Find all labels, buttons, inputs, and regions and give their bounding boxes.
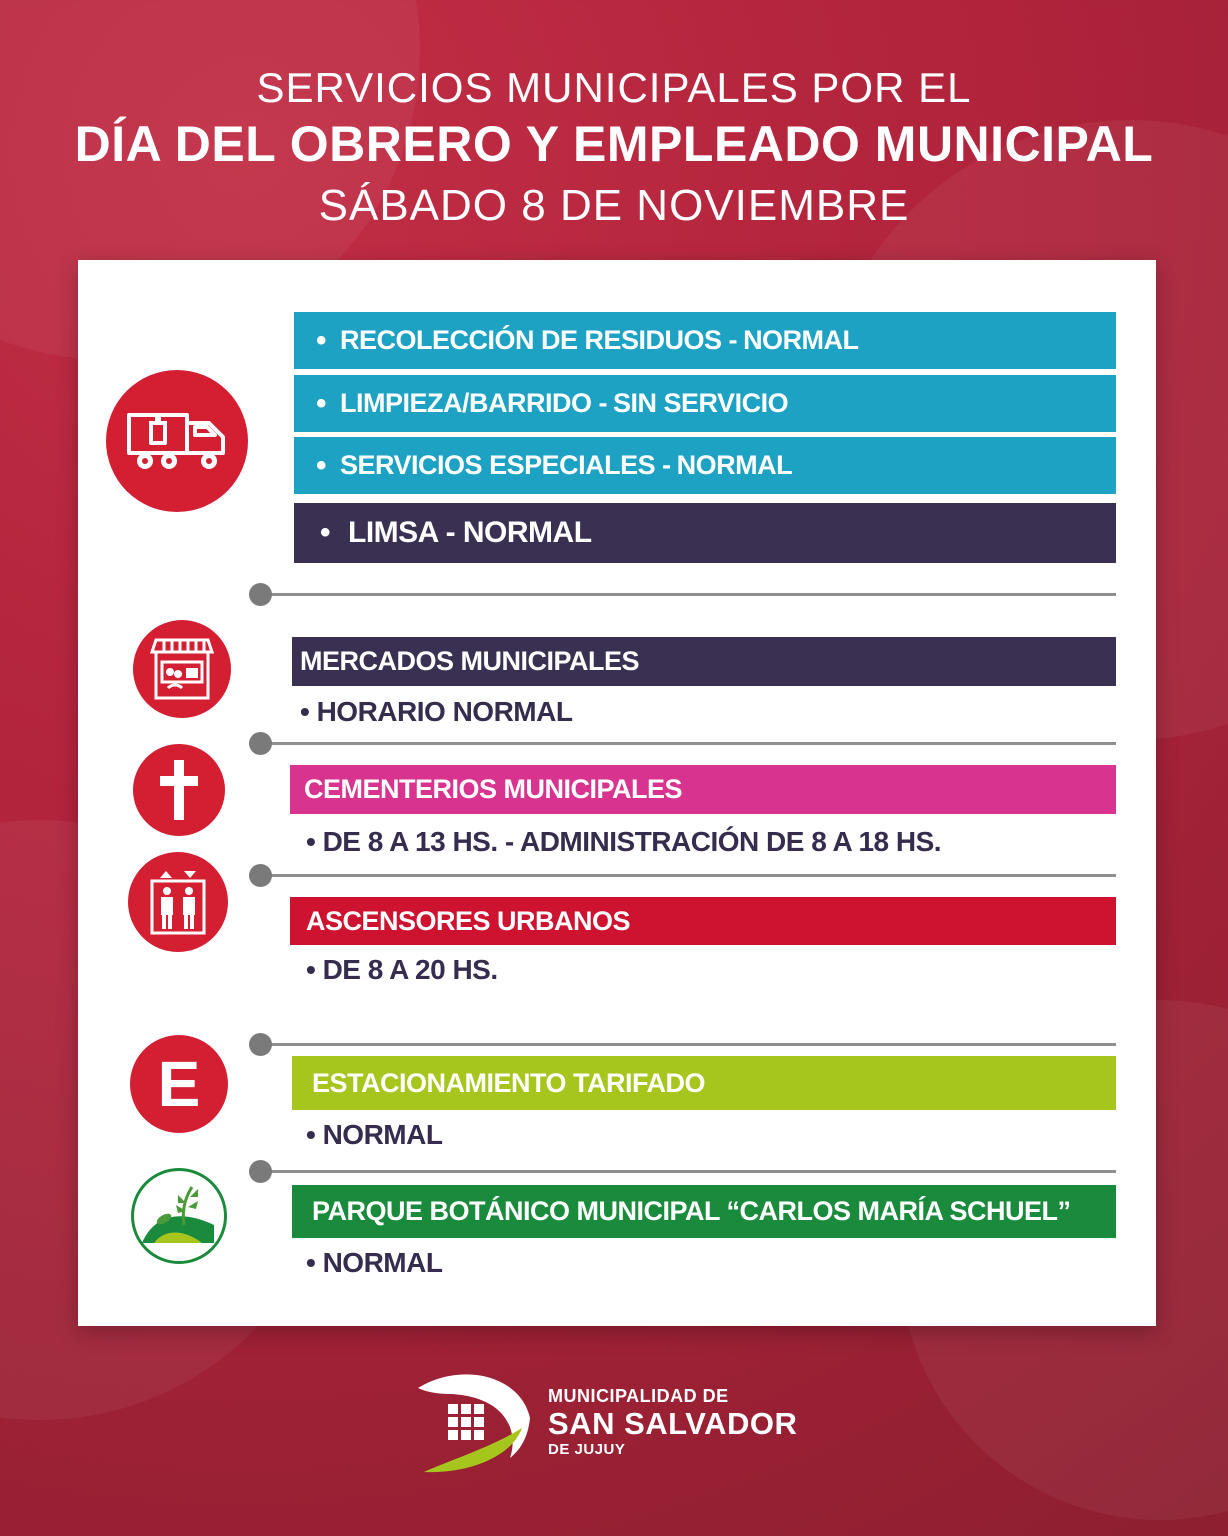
service-limsa [294, 503, 1116, 563]
header-date: SÁBADO 8 DE NOVIEMBRE [318, 181, 910, 230]
service-status: NORMAL [676, 450, 793, 480]
divider-knob [249, 732, 272, 755]
service-recoleccion [294, 312, 1116, 369]
ascensores-note: • DE 8 A 20 HS. [306, 954, 498, 985]
mercados-title: MERCADOS MUNICIPALES [300, 646, 640, 676]
parque-title-bar [292, 1185, 1116, 1238]
divider [260, 874, 1116, 877]
parque-title: PARQUE BOTÁNICO MUNICIPAL “CARLOS MARÍA SCHUEL” [312, 1196, 1071, 1226]
logo-emblem-icon [410, 1368, 540, 1478]
elevator-icon [128, 852, 228, 952]
logo-text [548, 1386, 797, 1458]
cementerios-note: • DE 8 A 13 HS. - ADMINISTRACIÓN DE 8 A 18 HS. [306, 826, 942, 857]
parque-note: • NORMAL [306, 1247, 443, 1278]
estacionamiento-note: • NORMAL [306, 1119, 443, 1150]
parking-letter: E [157, 1048, 201, 1120]
divider-knob [249, 583, 272, 606]
header-line-1: SERVICIOS MUNICIPALES POR EL [256, 64, 972, 111]
bullet: • [316, 448, 327, 482]
parking-e-icon [130, 1035, 228, 1133]
service-label: SERVICIOS ESPECIALES - [340, 450, 671, 480]
service-label: LIMSA - NORMAL [348, 516, 592, 549]
divider [260, 742, 1116, 745]
divider [260, 1170, 1116, 1173]
bullet: • [316, 386, 327, 420]
mercados-note: • HORARIO NORMAL [300, 696, 573, 727]
cementerios-title-bar [290, 765, 1116, 814]
service-label: RECOLECCIÓN DE RESIDUOS - [340, 325, 738, 355]
logo-line-3: DE JUJUY [548, 1441, 626, 1458]
logo-line-2: SAN SALVADOR [548, 1406, 798, 1441]
plant-hill-icon [131, 1168, 227, 1264]
services-card [78, 260, 1156, 1326]
municipal-logo [410, 1368, 830, 1478]
mercados-title-bar [292, 637, 1116, 686]
cross-icon [133, 744, 225, 836]
garbage-truck-icon [106, 370, 248, 512]
service-especiales [294, 437, 1116, 494]
divider-knob [249, 1033, 272, 1056]
service-limpieza [294, 375, 1116, 432]
header-title: DÍA DEL OBRERO Y EMPLEADO MUNICIPAL [74, 116, 1154, 172]
divider [260, 1043, 1116, 1046]
ascensores-title-bar [290, 897, 1116, 945]
estacionamiento-title-bar [292, 1056, 1116, 1110]
service-status: SIN SERVICIO [613, 388, 789, 418]
market-stall-icon [133, 620, 231, 718]
divider-knob [249, 1160, 272, 1183]
ascensores-title: ASCENSORES URBANOS [306, 905, 631, 936]
service-label: LIMPIEZA/BARRIDO - [340, 388, 608, 418]
divider-knob [249, 864, 272, 887]
estacionamiento-title: ESTACIONAMIENTO TARIFADO [312, 1067, 705, 1098]
divider [260, 593, 1116, 596]
header [0, 62, 1228, 234]
bullet: • [320, 516, 331, 549]
cementerios-title: CEMENTERIOS MUNICIPALES [304, 774, 683, 804]
service-status: NORMAL [743, 325, 859, 355]
bullet: • [316, 323, 327, 357]
logo-line-1: MUNICIPALIDAD DE [548, 1386, 729, 1406]
